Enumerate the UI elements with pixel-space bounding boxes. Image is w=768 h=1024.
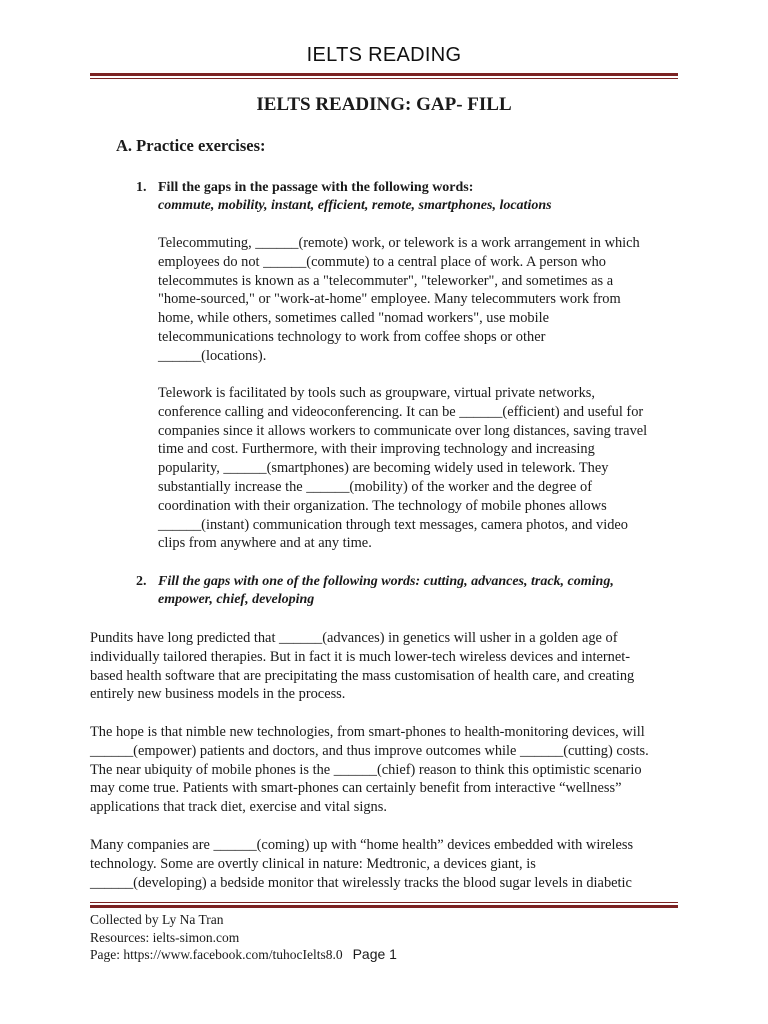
exercise-1-paragraph-2: Telework is facilitated by tools such as groupware, virtual private networks, conference calling and videoconferencing. It can be ______(efficient) and useful for companies since it allows workers to communicate over long distances, saving travel time and cost. Furthermore, with their improving technology and increasing popularity, ______(smartphones) are becoming widely used in telework. They substantially increase the ______(mobility) of the worker and the degree of coordination with their organization. The technology of mobile phones allows ______(instant) communication through text messages, camera photos, and video clips from anywhere and at any time. [158,385,648,552]
exercise-2-instruction [136,573,614,609]
exercise-2-paragraph-3: Many companies are ______(coming) up with “home health” devices embedded with wireless technology. Some are overtly clinical in nature: Medtronic, a devices giant, is ______(developing) a bedside monitor that wirelessly tracks the blood sugar levels in diabetic [90,837,634,891]
exercise-2-paragraph-1: Pundits have long predicted that ______(advances) in genetics will usher in a golden age of individually tailored therapies. But in fact it is much lower-tech wireless devices and internet- based health software that are precipitating the mass customisation of health care, and creating entirely new business models in the process. [90,630,635,703]
exercise-1-word-list: commute, mobility, instant, efficient, remote, smartphones, locations [158,198,552,213]
document-title: IELTS READING: GAP- FILL [256,94,512,115]
exercise-1-instruction [136,179,473,197]
footer-page-line [90,946,397,964]
exercise-2-instruction-line-2: empower, chief, developing [158,592,315,607]
footer-resources: Resources: ielts-simon.com [90,929,240,945]
exercise-2-instruction-line-1: Fill the gaps with one of the following words: cutting, advances, track, coming, [158,574,614,589]
footer [90,911,397,964]
exercise-1-paragraph-1: Telecommuting, ______(remote) work, or telework is a work arrangement in which employees do not ______(commute) to a central place of work. A person who telecommutes is known as a "telecommuter", "teleworker", and sometimes as a "home-sourced," or "work-at-home" employee. Many telecommuters work from home, while others, sometimes called "nomad workers", use mobile telecommunications technology to work from coffee shops or other ______(locations). [158,235,640,364]
footer-divider [90,902,678,908]
exercise-1-number: 1. [136,180,147,195]
header-title: IELTS READING [306,44,462,66]
exercise-2-paragraph-2: The hope is that nimble new technologies, from smart-phones to health-monitoring devices, will ______(empower) patients and doctors, and thus improve outcomes while ______(cutting) costs. The near ubiquity of mobile phones is the ______(chief) reason to think this optimistic scenario may come true. Patients with smart-phones can certainly benefit from interactive “wellness” applications that track diet, exercise and vital signs. [90,724,649,816]
page-number: Page 1 [352,946,397,962]
header-divider [90,73,678,79]
footer-collected-by: Collected by Ly Na Tran [90,912,224,927]
exercise-2-number: 2. [136,574,147,589]
footer-page-link: Page: https://www.facebook.com/tuhocIelts8.0 [90,947,343,962]
exercise-1-instruction-text: Fill the gaps in the passage with the following words: [158,180,474,195]
section-heading: A. Practice exercises: [116,136,266,155]
